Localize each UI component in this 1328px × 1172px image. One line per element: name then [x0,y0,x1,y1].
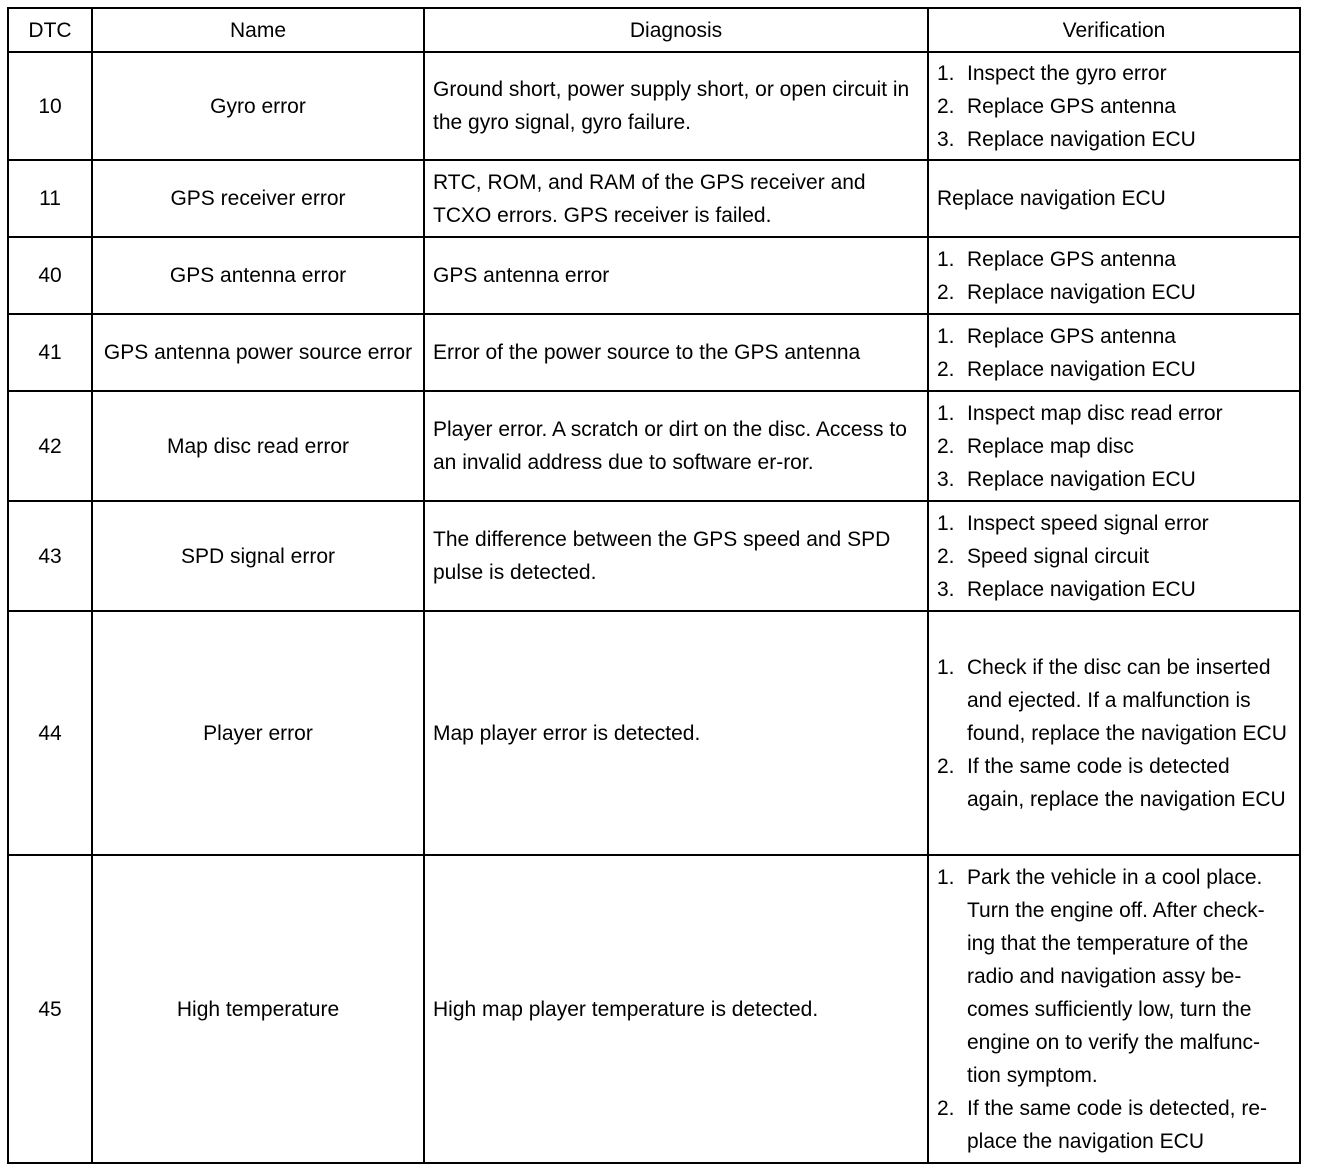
dtc-code: 10 [8,52,92,160]
diagnosis-text: GPS antenna error [424,237,928,314]
dtc-code: 45 [8,855,92,1163]
dtc-code: 43 [8,501,92,611]
step-item: 1. Replace GPS antenna [937,324,1176,348]
dtc-code: 40 [8,237,92,314]
diagnosis-text: Error of the power source to the GPS antenna [424,314,928,391]
verification-steps [937,397,1291,496]
verification-steps [937,651,1291,816]
verification-steps [937,861,1291,1158]
step-item: 1. Park the vehicle in a cool place. Turn the engine off. After check-ing that the temperature of the radio and navigation assy be-comes sufficiently low, turn the engine on to verify the malfunc-tion symptom. [937,865,1265,1087]
error-name: Gyro error [92,52,424,160]
table-row [8,391,1300,501]
step-item: 1. Inspect the gyro error [937,61,1167,85]
step-item: 2. If the same code is detected, re-place the navigation ECU [937,1096,1267,1153]
error-name: Map disc read error [92,391,424,501]
dtc-code: 11 [8,160,92,237]
table-row [8,52,1300,160]
verification-steps [937,243,1291,309]
step-item: 1. Inspect speed signal error [937,511,1209,535]
verification-cell [928,391,1300,501]
verification-cell [928,855,1300,1163]
dtc-code: 42 [8,391,92,501]
verification-cell [928,237,1300,314]
step-item: 1. Replace GPS antenna [937,247,1176,271]
header-row [8,8,1300,52]
step-item: 2. Replace navigation ECU [937,280,1196,304]
header-dtc: DTC [8,8,92,52]
verification-steps [937,507,1291,606]
dtc-table [7,7,1301,1164]
error-name: High temperature [92,855,424,1163]
diagnosis-text: RTC, ROM, and RAM of the GPS receiver and TCXO errors. GPS receiver is failed. [424,160,928,237]
header-verification: Verification [928,8,1300,52]
verification-steps [937,57,1291,156]
error-name: GPS antenna error [92,237,424,314]
diagnosis-text: Map player error is detected. [424,611,928,855]
table-row [8,314,1300,391]
verification-cell [928,314,1300,391]
table-row [8,501,1300,611]
error-name: Player error [92,611,424,855]
table-row [8,160,1300,237]
table-row [8,611,1300,855]
error-name: GPS receiver error [92,160,424,237]
dtc-code: 44 [8,611,92,855]
error-name: SPD signal error [92,501,424,611]
step-item: 2. Replace map disc [937,434,1134,458]
step-item: 2. If the same code is detected again, replace the navigation ECU [937,754,1286,811]
header-name: Name [92,8,424,52]
step-item: 3. Replace navigation ECU [937,127,1196,151]
header-diagnosis: Diagnosis [424,8,928,52]
step-item: 1. Check if the disc can be inserted and ejected. If a malfunction is found, replace the navigation ECU [937,655,1287,745]
verification-cell [928,52,1300,160]
table-row [8,237,1300,314]
step-item: 2. Replace navigation ECU [937,357,1196,381]
verification-cell [928,611,1300,855]
table-row [8,855,1300,1163]
verification-text: Replace navigation ECU [928,160,1300,237]
verification-cell [928,501,1300,611]
diagnosis-text: Player error. A scratch or dirt on the disc. Access to an invalid address due to software er-ror. [424,391,928,501]
diagnosis-text: High map player temperature is detected. [424,855,928,1163]
step-item: 2. Replace GPS antenna [937,94,1176,118]
diagnosis-text: Ground short, power supply short, or open circuit in the gyro signal, gyro failure. [424,52,928,160]
step-item: 3. Replace navigation ECU [937,467,1196,491]
verification-steps [937,320,1291,386]
step-item: 3. Replace navigation ECU [937,577,1196,601]
diagnosis-text: The difference between the GPS speed and SPD pulse is detected. [424,501,928,611]
dtc-code: 41 [8,314,92,391]
step-item: 1. Inspect map disc read error [937,401,1223,425]
error-name: GPS antenna power source error [92,314,424,391]
step-item: 2. Speed signal circuit [937,544,1150,568]
